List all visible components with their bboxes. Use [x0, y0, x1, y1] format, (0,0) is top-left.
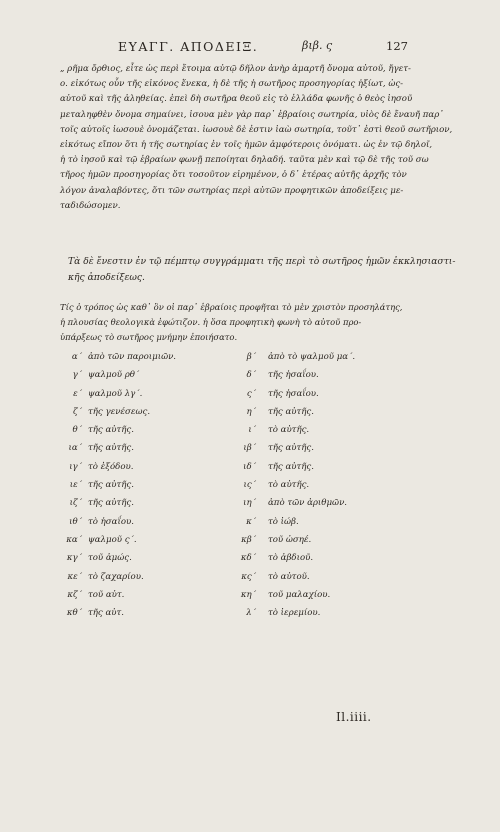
intro-line: ἡ πλουσίας θεολογικὰ ἐφώτιζον. ἡ ὅσα προφητικὴ φωνὴ τὸ αὐτοῦ προ- — [60, 317, 362, 328]
chapter-number: κε΄ — [67, 571, 82, 582]
text-line: ο. εἰκότως οὖν τῆς εἰκόνος ἕνεκα, ἡ δὲ τῆς ἡ σωτῆρος προσηγορίας ἠξίωτ, ὡς- — [60, 79, 404, 90]
chapter-number: ια΄ — [68, 443, 82, 454]
chapter-source: ἀπὸ τὸ ψαλμοῦ μα΄. — [268, 352, 356, 362]
index-intro — [60, 300, 412, 346]
chapter-source: τῆς γενέσεως. — [88, 406, 151, 417]
chapter-source: τῆς αὐτ. — [88, 608, 124, 619]
index-row — [58, 586, 388, 604]
chapter-source: τῆς ἡσαΐου. — [268, 388, 319, 399]
chapter-source: τῆς αὐτῆς. — [268, 461, 314, 472]
chapter-source: τοῦ ἀμώς. — [88, 553, 132, 564]
chapter-source: ψαλμοῦ ς΄. — [88, 534, 137, 545]
chapter-source: τὸ ἐξόδου. — [88, 461, 134, 472]
text-line: μεταληφθὲν ὄνομα σημαίνει, ἰσουα μὲν γὰρ παρ᾽ ἑβραίοις σωτηρία, υἱὸς δὲ ἔναυῆ παρ᾽ — [60, 109, 444, 120]
heading-line: Τὰ δὲ ἔνεστιν ἐν τῷ πέμπτῳ συγγράμματι τῆς περὶ τὸ σωτῆρος ἡμῶν ἐκκλησιαστι- — [68, 256, 456, 267]
intro-line: ὑπάρξεως τὸ σωτῆρος μνήμην ἐποιήσατο. — [60, 332, 238, 343]
index-row — [58, 568, 388, 586]
chapter-source: τῆς αὐτῆς. — [88, 498, 134, 509]
chapter-source: ψαλμοῦ λγ΄. — [88, 388, 143, 399]
chapter-source: τῆς αὐτῆς. — [88, 425, 134, 436]
chapter-number: ιβ΄ — [243, 443, 256, 454]
chapter-number: κη΄ — [240, 589, 256, 600]
chapter-source: τῆς αὐτῆς. — [268, 443, 314, 454]
chapter-number: ιη΄ — [243, 498, 256, 509]
chapter-number: ιε΄ — [69, 480, 82, 491]
chapter-number: δ΄ — [246, 370, 256, 381]
chapter-source: ψαλμοῦ ρθ΄ — [88, 370, 140, 381]
text-line: „ ρῆμα ὄρθιος, εἶτε ὡς περὶ ἔτοιμα αὐτῷ δῆλον ἀνὴρ ἀμαρτῆ ὄνομα αὐτοῦ, ἤγετ- — [60, 64, 411, 74]
running-header — [0, 36, 500, 56]
index-row — [58, 604, 388, 622]
chapter-source: ἀπὸ τῶν ἀριθμῶν. — [268, 498, 348, 509]
chapter-source: τὸ ἡσαΐου. — [88, 516, 134, 527]
chapter-number: η΄ — [246, 406, 256, 417]
index-row — [58, 366, 388, 384]
index-row — [58, 531, 388, 549]
chapter-number: κς΄ — [241, 571, 256, 582]
index-row — [58, 476, 388, 494]
chapter-source: τὸ αὐτῆς. — [268, 480, 310, 491]
chapter-number: κβ΄ — [241, 534, 256, 545]
chapter-number: ζ΄ — [73, 406, 82, 417]
index-row — [58, 348, 388, 366]
chapter-number: γ΄ — [72, 370, 82, 381]
chapter-number: ς΄ — [246, 388, 256, 399]
index-row — [58, 458, 388, 476]
chapter-source: τοῦ ὠσηέ. — [268, 534, 312, 545]
chapter-source: τῆς αὐτῆς. — [268, 406, 314, 417]
chapter-source: τῆς αὐτῆς. — [88, 480, 134, 491]
chapter-number: κζ΄ — [67, 589, 82, 600]
chapter-source: ἀπὸ τῶν παροιμιῶν. — [88, 352, 177, 362]
index-row — [58, 439, 388, 457]
chapter-number: θ΄ — [72, 425, 82, 436]
chapter-source: τοῦ μαλαχίου. — [268, 589, 331, 600]
book-marker: βιβ. ς — [302, 39, 333, 52]
intro-line: Τίς ὁ τρόπος ὡς καθ᾽ ὃν οἱ παρ᾽ ἑβραίοις προφῆται τὸ μὲν χριστὸν προσηλάτης, — [60, 302, 403, 312]
index-row — [58, 513, 388, 531]
index-row — [58, 549, 388, 567]
chapter-source: τὸ ζαχαρίου. — [88, 571, 144, 582]
chapter-source: τοῦ αὐτ. — [88, 589, 125, 600]
chapter-source: τὸ ἀβδιοῦ. — [268, 553, 314, 564]
chapter-number: ιθ΄ — [69, 516, 82, 527]
index-row — [58, 403, 388, 421]
chapter-source: τὸ αὐτοῦ. — [268, 571, 310, 582]
text-line: τῆρος ἡμῶν προσηγορίας ὅτι τοσοῦτον εἰρημένον, ὁ δ᾽ ἑτέρας αὐτῆς ἀρχῆς τὸν — [60, 170, 407, 181]
chapter-number: λ΄ — [246, 608, 256, 619]
chapter-number: ε΄ — [73, 388, 82, 399]
chapter-number: ιδ΄ — [243, 461, 256, 472]
chapter-source: τὸ αὐτῆς. — [268, 425, 310, 436]
chapter-number: ις΄ — [243, 480, 256, 491]
chapter-number: β΄ — [246, 352, 256, 362]
chapter-number: κ΄ — [246, 516, 256, 527]
chapter-source: τὸ ἰερεμίου. — [268, 608, 321, 619]
chapter-index — [58, 348, 388, 622]
text-line: ἡ τὸ ἰησοῦ καὶ τῷ ἑβραίων φωνῇ πεποίηται δηλαδή. ταῦτα μὲν καὶ τῷ δὲ τῆς τοῦ σω — [60, 155, 429, 166]
text-line: ταδιδώσομεν. — [60, 200, 121, 211]
chapter-number: ιγ΄ — [69, 461, 82, 472]
running-title: ΕΥΑΓΓ. ΑΠΟΔΕΙΞ. — [118, 39, 259, 54]
signature-mark: Il.iiii. — [336, 710, 372, 724]
chapter-number: ιζ΄ — [69, 498, 82, 509]
section-heading — [68, 254, 456, 286]
chapter-number: ι΄ — [248, 425, 256, 436]
text-line: τοῖς αὐτοῖς ἰωσουὲ ὀνομάζεται. ἰωσουὲ δὲ ἐστιν ἰαὼ σωτηρία, τοῦτ᾽ ἐστὶ θεοῦ σωτῆριον, — [60, 124, 453, 135]
chapter-source: τῆς αὐτῆς. — [88, 443, 134, 454]
chapter-number: κδ΄ — [240, 553, 256, 564]
body-text — [60, 62, 453, 214]
chapter-source: τῆς ἡσαΐου. — [268, 370, 319, 381]
chapter-number: κθ΄ — [66, 608, 82, 619]
chapter-source: τὸ ἰώβ. — [268, 516, 299, 527]
text-line: λόγον ἀναλαβόντες, ὅτι τῶν σωτηρίας περὶ αὐτῶν προφητικῶν ἀποδείξεις με- — [60, 185, 404, 196]
heading-line: κῆς ἀποδείξεως. — [68, 272, 145, 283]
text-line: εἰκότως εἴπον ὅτι ἡ τῆς σωτηρίας ἐν τοῖς ἡμῶν ἀμφότεροις ὀνόματι. ὡς ἐν τῷ δηλοῖ, — [60, 140, 433, 151]
chapter-number: κα΄ — [66, 534, 82, 545]
page-number: 127 — [386, 39, 408, 53]
index-row — [58, 385, 388, 403]
text-line: αὐτοῦ καὶ τῆς ἀληθείας. ἐπεὶ δὴ σωτῆρα θεοῦ εἰς τὸ ἑλλάδα φωνῆς ὁ θεὸς ἰησοῦ — [60, 94, 413, 105]
chapter-number: κγ΄ — [66, 553, 82, 564]
chapter-number: α΄ — [71, 352, 82, 362]
index-row — [58, 421, 388, 439]
index-row — [58, 494, 388, 512]
